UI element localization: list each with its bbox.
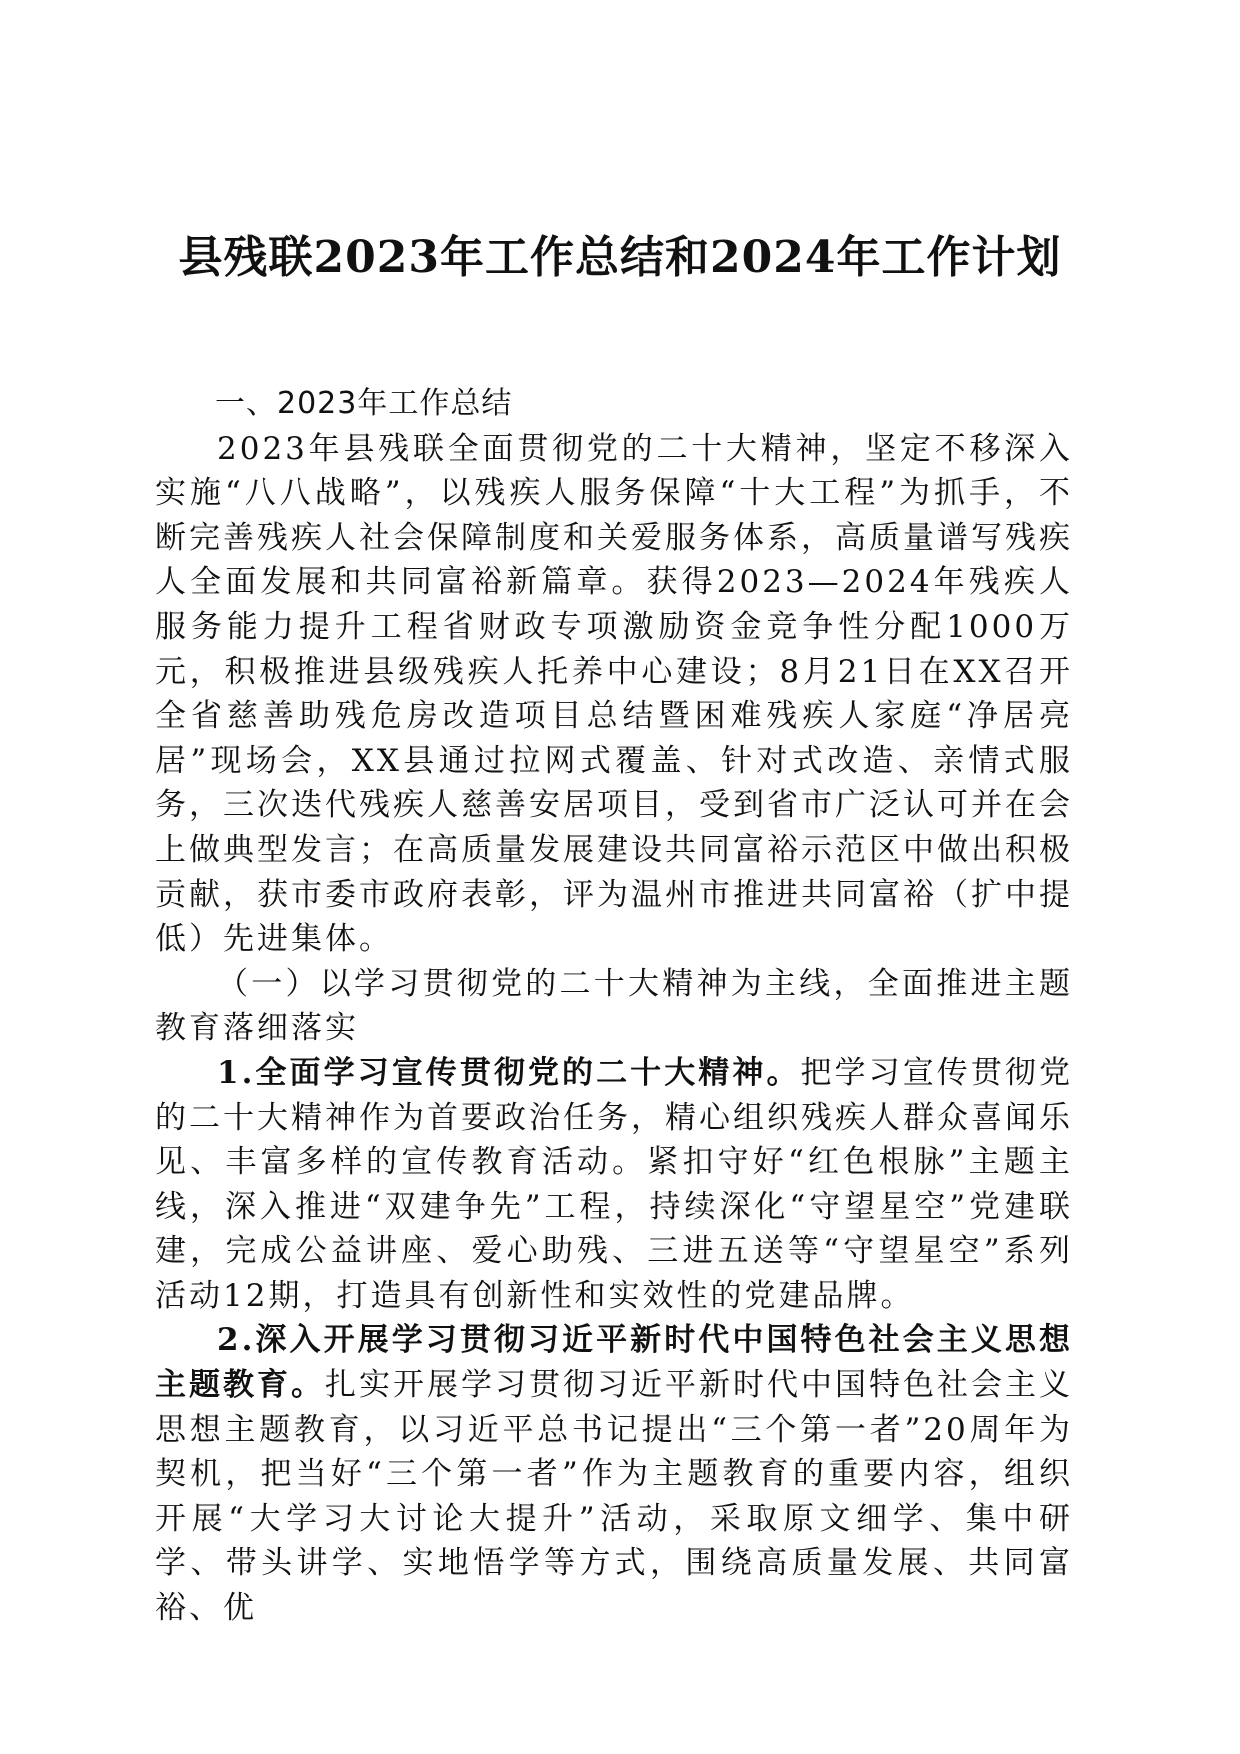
section-heading: 一、2023年工作总结	[215, 386, 513, 421]
item-1-paragraph	[155, 1051, 1073, 1319]
item-2-text: 扎实开展学习贯彻习近平新时代中国特色社会主义思想主题教育，以习近平总书记提出“三个第一者”20周年为契机，把当好“三个第一者”作为主题教育的重要内容，组织开展“大学习大讨论大提升”活动，采取原文细学、集中研学、带头讲学、实地悟学等方式，围绕高质量发展、共同富裕、优	[155, 1367, 1073, 1627]
item-1-lead: 1.全面学习宣传贯彻党的二十大精神。	[217, 1054, 801, 1091]
subsection-heading: （一）以学习贯彻党的二十大精神为主线，全面推进主题教育落细落实	[155, 965, 1073, 1047]
document-body	[155, 382, 1073, 1631]
intro-paragraph: 2023年县残联全面贯彻党的二十大精神，坚定不移深入实施“八八战略”，以残疾人服务保障“十大工程”为抓手，不断完善残疾人社会保障制度和关爱服务体系，高质量谱写残疾人全面发展和共同富裕新篇章。获得2023—2024年残疾人服务能力提升工程省财政专项激励资金竞争性分配1000万元，积极推进县级残疾人托养中心建设；8月21日在XX召开全省慈善助残危房改造项目总结暨困难残疾人家庭“净居亮居”现场会，XX县通过拉网式覆盖、针对式改造、亲情式服务，三次迭代残疾人慈善安居项目，受到省市广泛认可并在会上做典型发言；在高质量发展建设共同富裕示范区中做出积极贡献，获市委市政府表彰，评为温州市推进共同富裕（扩中提低）先进集体。	[155, 430, 1073, 958]
document-title: 县残联2023年工作总结和2024年工作计划	[178, 232, 1062, 283]
item-2-paragraph	[155, 1318, 1073, 1630]
item-1-text: 把学习宣传贯彻党的二十大精神作为首要政治任务，精心组织残疾人群众喜闻乐见、丰富多样的宣传教育活动。紧扣守好“红色根脉”主题主线，深入推进“双建争先”工程，持续深化“守望星空”党建联建，完成公益讲座、爱心助残、三进五送等“守望星空”系列活动12期，打造具有创新性和实效性的党建品牌。	[155, 1054, 1073, 1314]
item-2-lead: 2.深入开展学习贯彻习近平新时代中国特色社会主义思想主题教育。	[155, 1322, 1073, 1404]
